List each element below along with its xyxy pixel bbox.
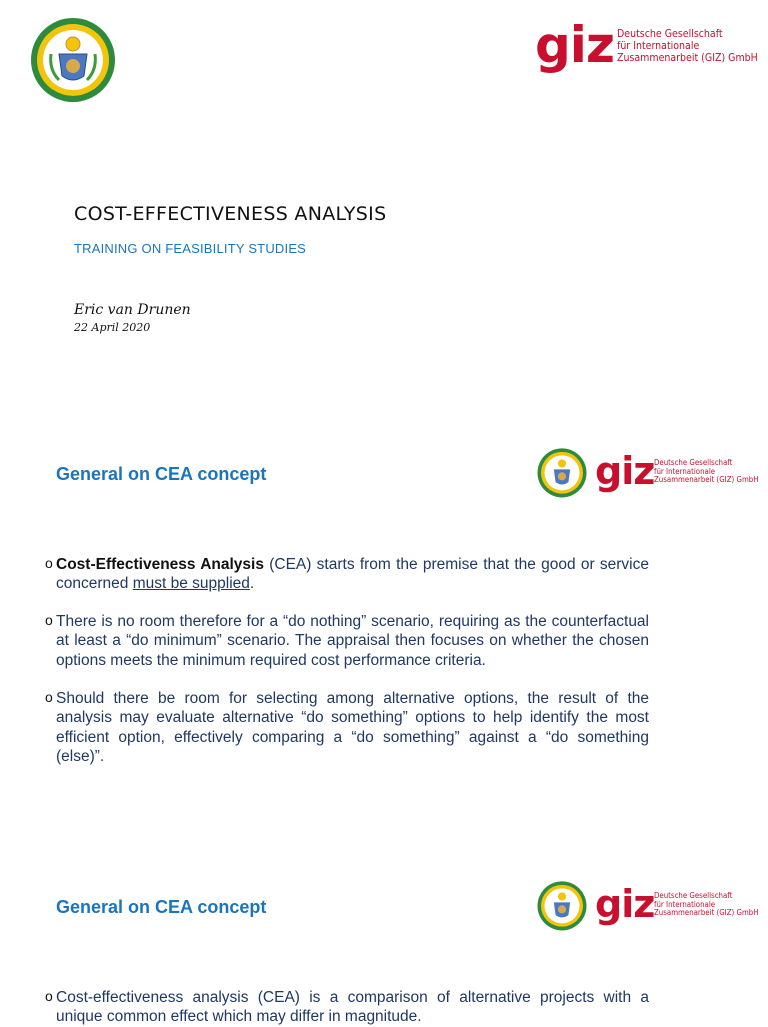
bullet-marker: o <box>45 988 53 1004</box>
giz-line-1: Deutsche Gesellschaft <box>617 28 723 40</box>
presentation-title: COST-EFFECTIVENESS ANALYSIS <box>74 203 387 225</box>
giz-line-1: Deutsche Gesellschaft <box>654 891 733 900</box>
giz-wordmark: giz <box>535 16 615 74</box>
giz-line-3: Zusammenarbeit (GIZ) GmbH <box>617 51 758 64</box>
bullet-bold-term: Cost-Effectiveness Analysis <box>56 556 264 573</box>
presentation-date: 22 April 2020 <box>74 321 151 334</box>
bullet-item-2 <box>45 612 649 670</box>
giz-line-2: für Internationale <box>654 899 716 909</box>
bullet-item-3 <box>45 689 649 767</box>
giz-logo <box>535 16 760 78</box>
giz-line-3: Zusammenarbeit (GIZ) GmbH <box>654 475 759 485</box>
giz-line-3: Zusammenarbeit (GIZ) GmbH <box>654 908 759 918</box>
bullet-marker: o <box>45 689 53 705</box>
rwanda-coat-of-arms-logo <box>536 446 588 502</box>
giz-line-2: für Internationale <box>654 466 716 476</box>
bullet-item-1 <box>45 555 649 594</box>
giz-logo <box>595 882 760 929</box>
slide-heading: General on CEA concept <box>56 897 267 917</box>
giz-logo <box>595 449 760 496</box>
slide-heading: General on CEA concept <box>56 464 267 484</box>
bullet-text: Should there be room for selecting among alternative options, the result of the analysis may evaluate alternative “do something” options to help identify the most efficient option, effectively comparing a “do something” against a “do something (else)”. <box>56 690 649 766</box>
rwanda-coat-of-arms-logo <box>536 879 588 935</box>
bullet-item-1 <box>45 988 649 1027</box>
presentation-subtitle: TRAINING ON FEASIBILITY STUDIES <box>74 241 307 256</box>
bullet-underlined-text: must be supplied <box>132 575 250 593</box>
bullet-text-end: . <box>249 575 255 593</box>
giz-line-1: Deutsche Gesellschaft <box>654 458 733 467</box>
author-name: Eric van Drunen <box>74 302 191 318</box>
bullet-marker: o <box>45 555 53 571</box>
giz-wordmark: giz <box>595 882 655 926</box>
bullet-text: (CEA) starts from the premise that the good or service concerned <box>56 556 649 593</box>
rwanda-coat-of-arms-logo <box>29 14 117 110</box>
bullet-marker: o <box>45 612 53 628</box>
giz-line-2: für Internationale <box>617 39 700 52</box>
giz-wordmark: giz <box>595 449 655 493</box>
bullet-text: Cost-effectiveness analysis (CEA) is a comparison of alternative projects with a unique common effect which may differ in magnitude. <box>56 989 649 1026</box>
bullet-text: There is no room therefore for a “do nothing” scenario, requiring as the counterfactual at least a “do minimum” scenario. The appraisal then focuses on whether the chosen options meets the minimum required cost performance criteria. <box>56 613 649 669</box>
